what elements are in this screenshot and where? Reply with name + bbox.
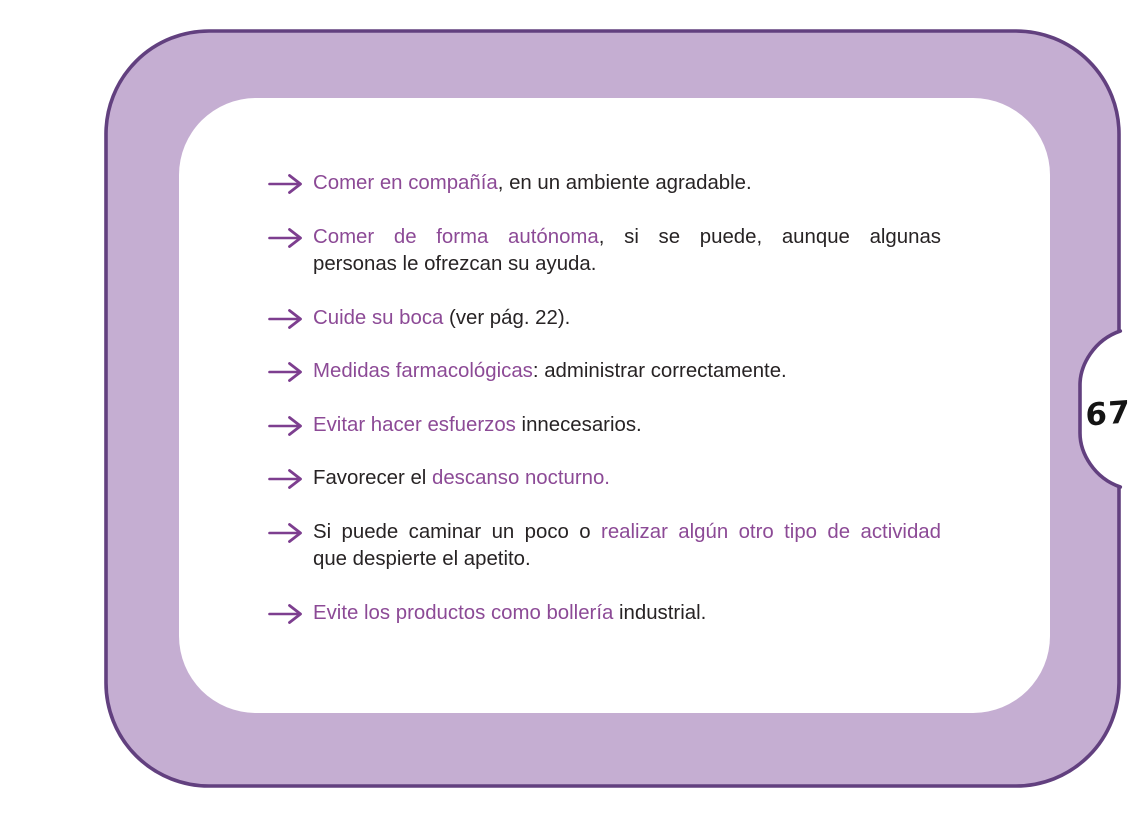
- list-item-line: [313, 600, 941, 628]
- arrow-right-icon: [268, 174, 313, 194]
- list-item: [268, 305, 944, 333]
- arrow-right-icon: [268, 309, 313, 329]
- list-item: [268, 465, 944, 493]
- list-item-line: [313, 170, 941, 198]
- list-item-line: [313, 519, 941, 547]
- text-segment: : administrar correctamente.: [532, 360, 787, 382]
- list-item-line: [313, 224, 941, 252]
- list-item: [268, 519, 944, 574]
- list-item-text: [313, 358, 941, 386]
- list-item: [268, 412, 944, 440]
- text-segment: Favorecer el: [313, 467, 432, 489]
- text-segment: que despierte el apetito.: [313, 548, 531, 570]
- text-segment: (ver pág. 22).: [443, 306, 571, 329]
- arrow-right-icon: [268, 604, 313, 624]
- list-item: [268, 224, 944, 279]
- text-segment: realizar algún otro tipo de actividad: [601, 520, 941, 543]
- list-item-line: [313, 546, 941, 574]
- list-item-line: [313, 305, 941, 333]
- text-segment: personas le ofrezcan su ayuda.: [313, 253, 597, 275]
- list-item-line: [313, 465, 941, 493]
- list-item-text: [313, 170, 941, 198]
- list-item-line: [313, 251, 941, 279]
- list-item-text: [313, 224, 941, 279]
- list-item-text: [313, 465, 941, 493]
- page-number-tab: [1082, 392, 1134, 436]
- text-segment: industrial.: [613, 601, 707, 624]
- arrow-right-icon: [268, 362, 313, 382]
- text-segment: Cuide su boca: [313, 306, 444, 329]
- text-segment: , si se puede, aunque algunas: [598, 225, 941, 248]
- list-item-text: [313, 305, 941, 333]
- list-item: [268, 170, 944, 198]
- text-segment: Si puede caminar un poco o: [313, 520, 602, 543]
- arrow-right-icon: [268, 523, 313, 543]
- text-segment: Evite los productos como bollería: [313, 601, 614, 624]
- list-item-line: [313, 358, 941, 386]
- arrow-right-icon: [268, 469, 313, 489]
- text-segment: Evitar hacer esfuerzos: [313, 413, 516, 436]
- text-segment: descanso nocturno.: [432, 467, 610, 489]
- list-item-text: [313, 600, 941, 628]
- list-item: [268, 358, 944, 386]
- text-segment: , en un ambiente agradable.: [497, 172, 752, 194]
- list-item-text: [313, 519, 941, 574]
- arrow-right-icon: [268, 416, 313, 436]
- list-item-text: [313, 412, 941, 440]
- list-item: [268, 600, 944, 628]
- list-item-line: [313, 412, 941, 440]
- page-number: 67: [1085, 394, 1131, 434]
- arrow-right-icon: [268, 228, 313, 248]
- text-segment: Medidas farmacológicas: [313, 360, 533, 382]
- text-segment: innecesarios.: [515, 413, 642, 436]
- text-segment: Comer en compañía: [313, 172, 498, 194]
- text-segment: Comer de forma autónoma: [313, 225, 599, 248]
- bullet-list: [268, 170, 944, 653]
